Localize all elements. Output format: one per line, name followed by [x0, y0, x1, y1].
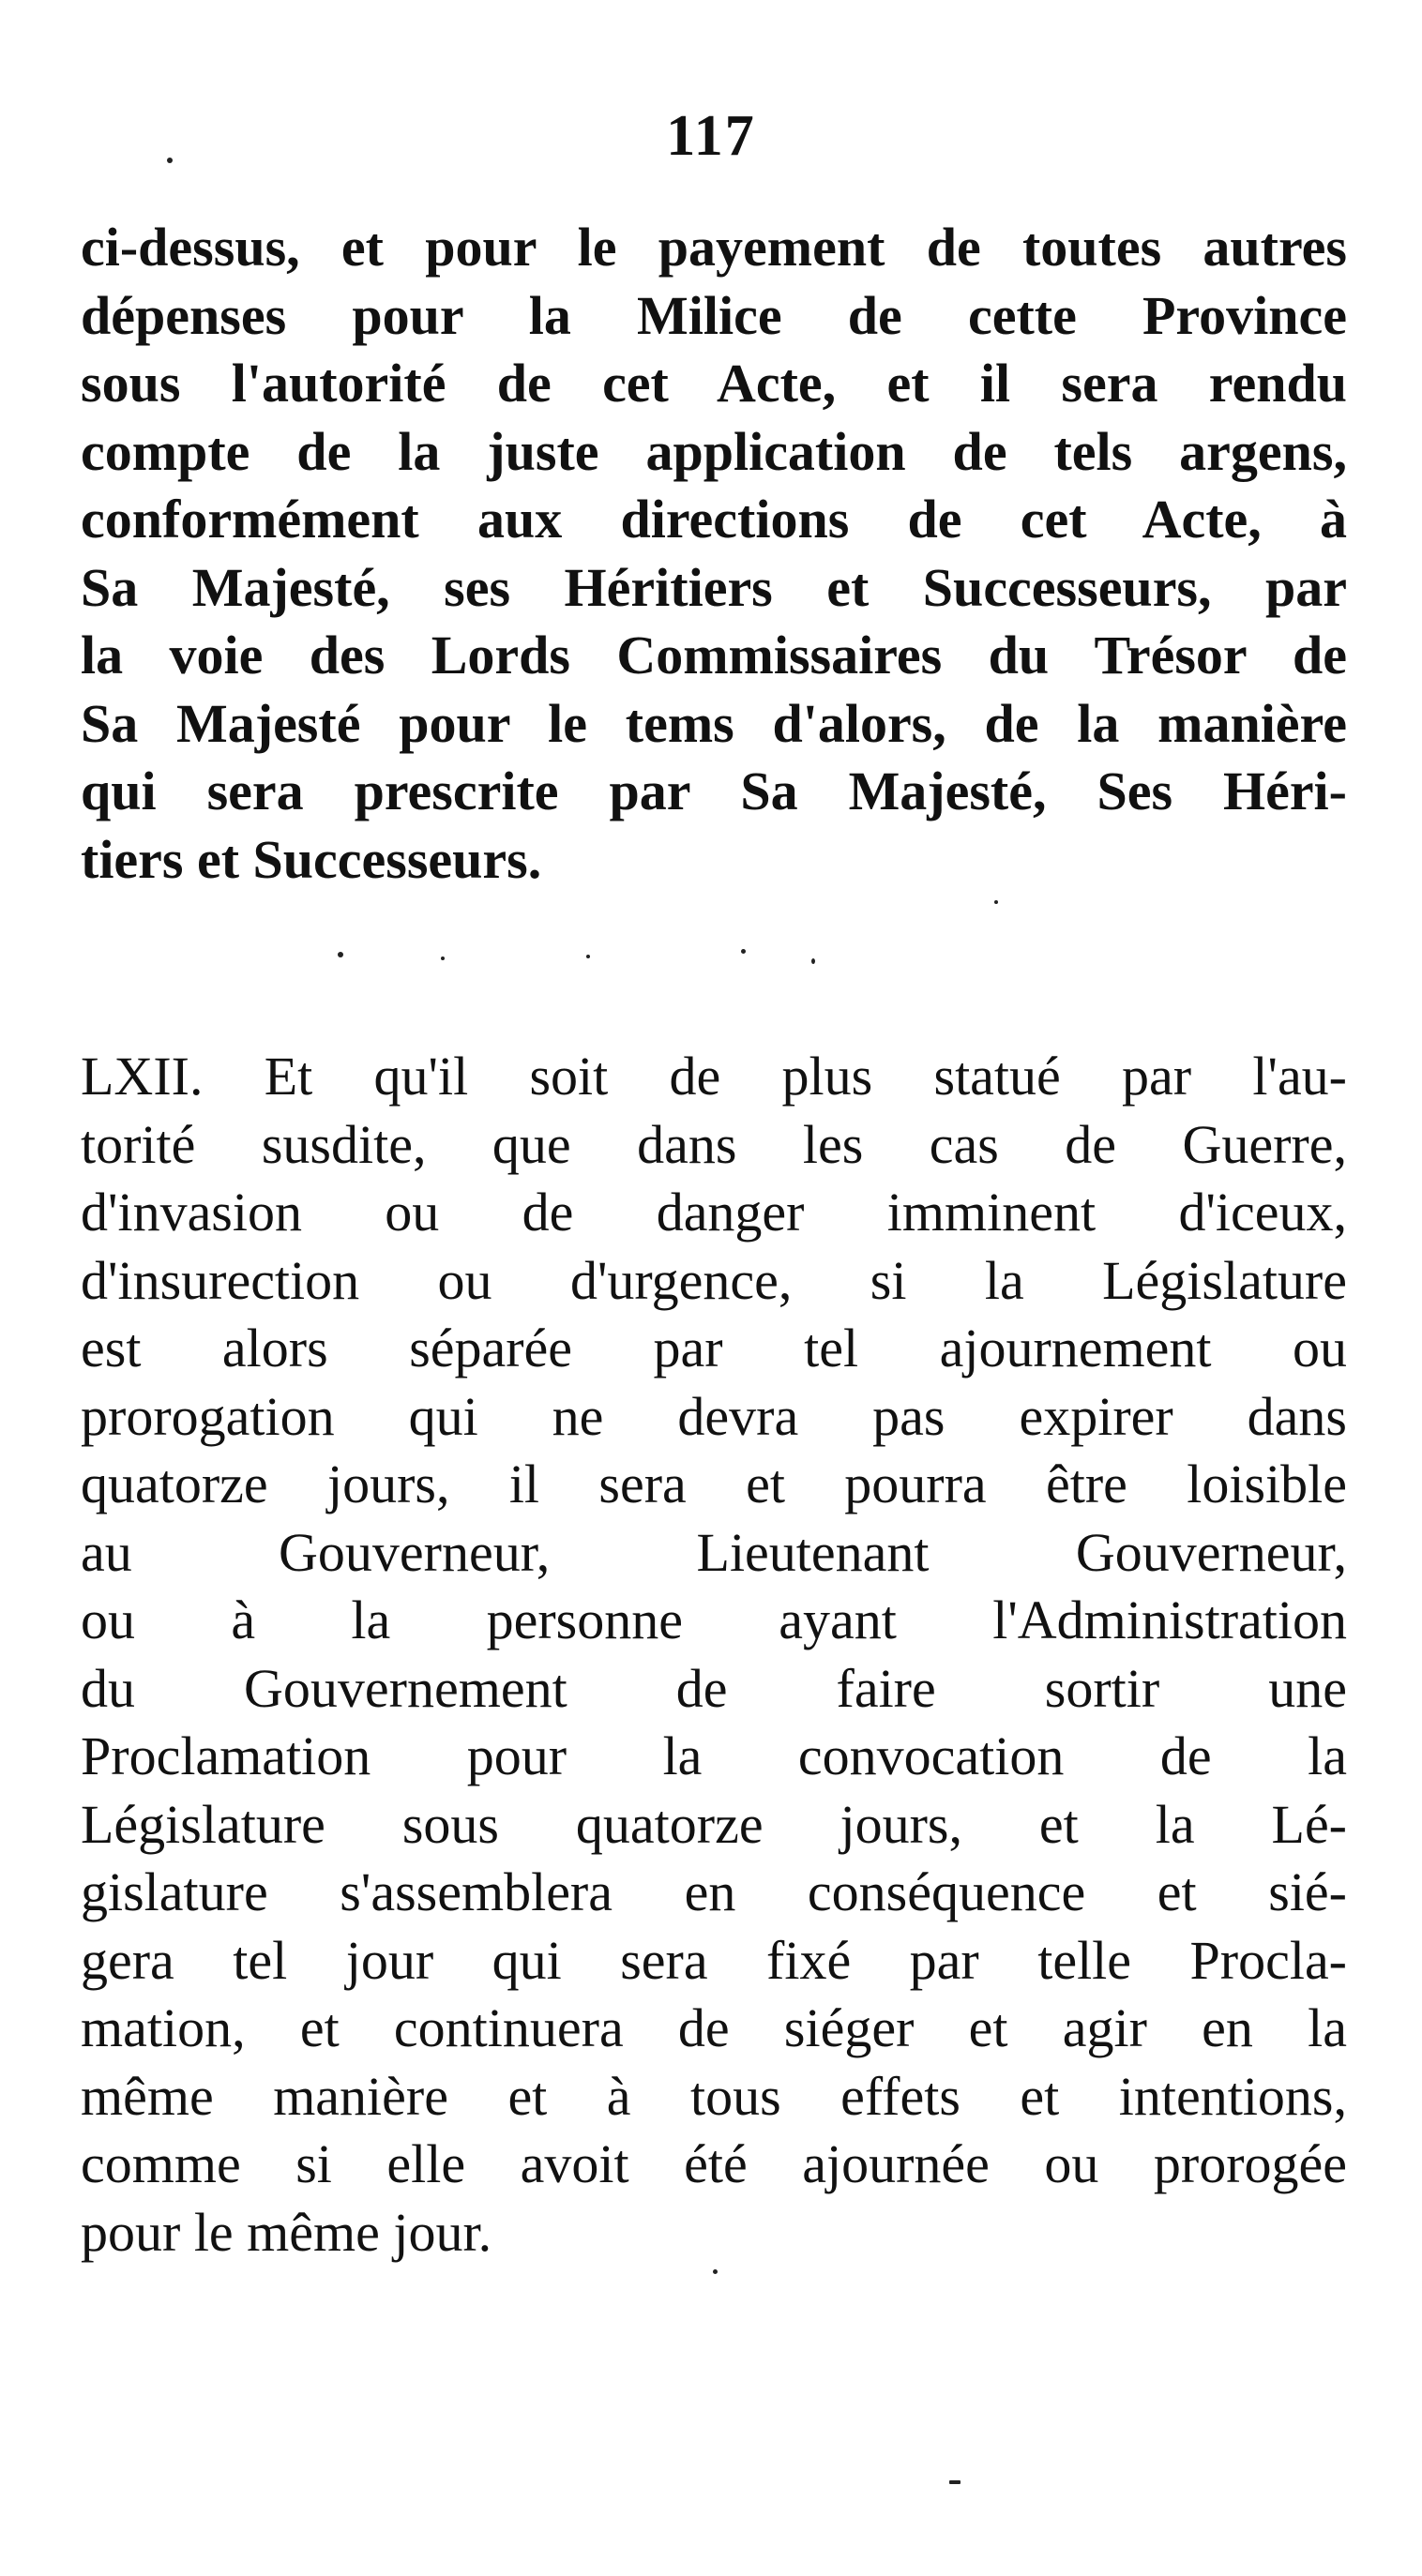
print-speck — [811, 958, 815, 964]
text-line: mation, et continuera de siéger et agir en la — [81, 1997, 1347, 2058]
text-line: gislature s'assemblera en conséquence et sié- — [81, 1861, 1347, 1922]
text-line: prorogation qui ne devra pas expirer dans — [81, 1385, 1347, 1447]
text-line: compte de la juste application de tels argens, — [81, 420, 1347, 482]
paragraph-article-lxii — [81, 1043, 1347, 2267]
text-line: qui sera prescrite par Sa Majesté, Ses Héri- — [81, 761, 1347, 821]
text-line: LXII. Et qu'il soit de plus statué par l'au- — [81, 1046, 1347, 1107]
print-speck — [167, 158, 173, 163]
text-line: ci-dessus, et pour le payement de toutes autres — [81, 217, 1347, 278]
print-speck — [441, 957, 445, 960]
text-line: ou à la personne ayant l'Administration — [81, 1589, 1347, 1650]
text-line: du Gouvernement de faire sortir une — [81, 1657, 1347, 1719]
text-line: Proclamation pour la convocation de la — [81, 1725, 1347, 1786]
text-line: Sa Majesté, ses Héritiers et Successeurs, par — [81, 556, 1347, 618]
text-line: d'insurection ou d'urgence, si la Législature — [81, 1249, 1347, 1311]
text-line: comme si elle avoit été ajournée ou prorogée — [81, 2133, 1347, 2194]
text-line: torité susdite, que dans les cas de Guerre, — [81, 1113, 1347, 1175]
text-line: dépenses pour la Milice de cette Province — [81, 284, 1347, 346]
text-line: tiers et Successeurs. — [81, 828, 542, 890]
text-line: conformément aux directions de cet Acte, à — [81, 489, 1347, 550]
print-speck — [741, 949, 746, 954]
print-speck — [949, 2480, 961, 2484]
text-line: Législature sous quatorze jours, et la Lé- — [81, 1793, 1347, 1855]
paragraph-continuation — [81, 214, 1347, 894]
print-speck — [713, 2269, 718, 2274]
text-line: même manière et à tous effets et intentions, — [81, 2065, 1347, 2127]
text-line: sous l'autorité de cet Acte, et il sera rendu — [81, 353, 1347, 414]
print-speck — [586, 955, 590, 958]
text-line: pour le même jour. — [81, 2201, 492, 2263]
print-speck — [338, 952, 343, 957]
text-line: au Gouverneur, Lieutenant Gouverneur, — [81, 1521, 1347, 1583]
print-speck — [994, 900, 998, 904]
page-number: 117 — [666, 104, 756, 168]
text-line: est alors séparée par tel ajournement ou — [81, 1318, 1347, 1378]
text-line: Sa Majesté pour le tems d'alors, de la manière — [81, 692, 1347, 754]
text-line: gera tel jour qui sera fixé par telle Procla- — [81, 1929, 1347, 1991]
text-line: la voie des Lords Commissaires du Trésor de — [81, 625, 1347, 685]
text-line: d'invasion ou de danger imminent d'iceux, — [81, 1182, 1347, 1243]
text-line: quatorze jours, il sera et pourra être loisible — [81, 1454, 1347, 1514]
